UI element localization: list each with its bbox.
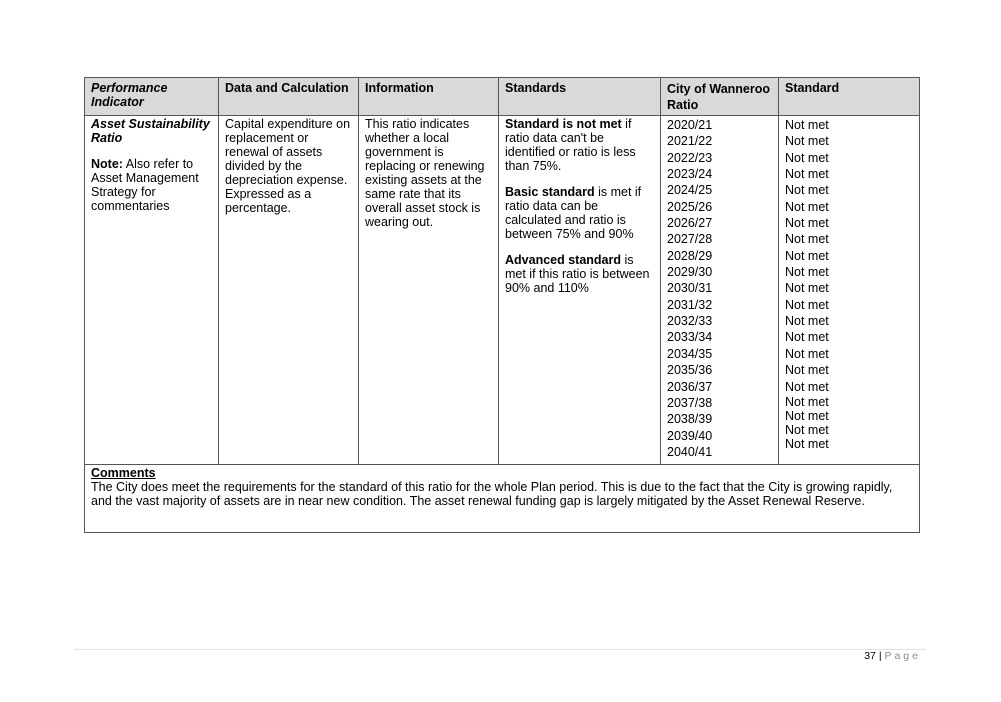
note-label: Note: [91,157,123,171]
ratio-year: 2032/33 [667,314,713,329]
ratio-year: 2038/39 [667,412,713,427]
indicator-note [91,157,212,213]
standard-result: Not met [785,265,829,280]
comments-text: The City does meet the requirements for the standard of this ratio for the whole Plan period. This is due to the fact that the City is growing rapidly, and the vast majority of assets are in near new condition. The asset renewal funding gap is largely mitigated by the Asset Renewal Reserve. [91,480,893,508]
standard-result: Not met [785,330,829,345]
ratio-year: 2039/40 [667,428,713,443]
standard-result: Not met [785,248,829,263]
standard-level: Advanced standard [505,253,622,267]
header-standards: Standards [499,78,661,116]
standard-paragraph [505,117,654,173]
standard-result: Not met [785,167,829,182]
ratio-year: 2029/30 [667,265,713,280]
standard-paragraph [505,253,654,295]
ratio-year: 2024/25 [667,183,713,198]
standard-result: Not met [785,281,829,296]
standard-paragraph [505,185,654,241]
standard-result: Not met [785,232,829,247]
indicator-cell [85,116,219,465]
footer-divider [74,649,926,650]
header-indicator: Performance Indicator [85,78,219,116]
standard-result: Not met [785,216,829,231]
ratio-year: 2040/41 [667,444,713,459]
standard-result: Not met [785,297,829,312]
standard-result: Not met [785,199,829,214]
note-text: Also refer to Asset Management Strategy for commentaries [91,157,199,213]
standard-result: Not met [785,422,829,437]
comments-cell [85,465,920,533]
ratio-year: 2025/26 [667,199,713,214]
standard-level: Standard is not met [505,117,622,131]
indicator-title: Asset Sustainability Ratio [91,117,210,145]
standard-description: if ratio data can't be identified or ratio is less than 75%. [505,117,636,173]
ratio-year: 2028/29 [667,248,713,263]
ratio-year: 2020/21 [667,118,713,132]
page-footer [864,650,921,662]
ratio-year: 2031/32 [667,297,713,312]
standard-result: Not met [785,118,829,132]
standard-result: Not met [785,183,829,198]
information-cell: This ratio indicates whether a local government is replacing or renewing existing assets at the same rate that its overall asset stock is wearing out. [359,116,499,465]
page-label: Page [884,650,921,662]
standard-result: Not met [785,314,829,329]
standard-result: Not met [785,436,829,451]
standard-result: Not met [785,134,829,149]
footer-separator: | [875,650,885,662]
page-number: 37 [864,650,876,662]
header-information: Information [359,78,499,116]
ratio-year: 2033/34 [667,330,713,345]
ratio-year: 2026/27 [667,216,713,231]
standard-level: Basic standard [505,185,595,199]
standard-result: Not met [785,363,829,378]
standard-result: Not met [785,394,829,409]
standard-description: is met if ratio data can be calculated and ratio is between 75% and 90% [505,185,642,241]
ratio-year: 2027/28 [667,232,713,247]
ratio-year: 2022/23 [667,150,713,165]
performance-table [84,77,920,533]
standard-results-cell [779,116,920,465]
ratio-year: 2021/22 [667,134,713,149]
comments-title: Comments [91,466,156,480]
standards-cell [499,116,661,465]
ratio-year: 2030/31 [667,281,713,296]
ratio-year: 2034/35 [667,346,713,361]
ratio-years-cell [661,116,779,465]
standard-result: Not met [785,379,829,394]
header-standard: Standard [779,78,920,116]
comments-row [85,465,920,533]
table-header-row [85,78,920,116]
table-row [85,116,920,465]
standard-result: Not met [785,150,829,165]
calculation-cell: Capital expenditure on replacement or renewal of assets divided by the depreciation expense. Expressed as a percentage. [219,116,359,465]
ratio-year: 2036/37 [667,379,713,394]
ratio-year: 2037/38 [667,395,713,410]
header-calculation: Data and Calculation [219,78,359,116]
standard-result: Not met [785,408,829,423]
standard-result: Not met [785,346,829,361]
header-ratio: City of Wanneroo Ratio [661,78,779,116]
ratio-year: 2035/36 [667,363,713,378]
standard-description: is met if this ratio is between 90% and 110% [505,253,650,295]
ratio-year: 2023/24 [667,167,713,182]
